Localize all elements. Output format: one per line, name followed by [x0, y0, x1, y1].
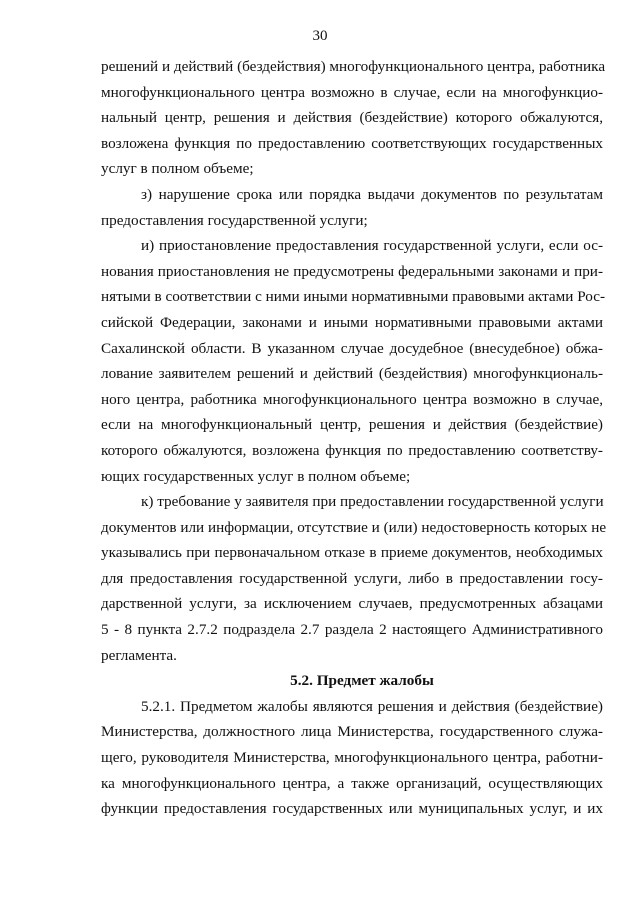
text-line: нования приостановления не предусмотрены федеральными законами и при- [101, 262, 603, 280]
text-line: дарственной услуги, за исключением случаев, предусмотренных абзацами [101, 595, 603, 613]
text-line: Сахалинской области. В указанном случае досудебное (внесудебное) обжа- [101, 339, 603, 357]
text-line: регламента. [101, 646, 177, 664]
text-line: 5 - 8 пункта 2.7.2 подраздела 2.7 раздела 2 настоящего Административного [101, 621, 603, 639]
text-line: предоставления государственной услуги; [101, 211, 368, 229]
text-line: многофункционального центра возможно в случае, если на многофункцио- [101, 83, 603, 101]
text-line: документов или информации, отсутствие и (или) недостоверность которых не [101, 518, 607, 536]
text-line: нятыми в соответствии с ними иными нормативными правовыми актами Рос- [101, 288, 606, 306]
text-line: услуг в полном объеме; [101, 160, 254, 178]
text-line: возложена функция по предоставлению соответствующих государственных [101, 134, 603, 152]
text-line: если на многофункциональный центр, решения и действия (бездействие) [101, 416, 603, 434]
text-line: щего, руководителя Министерства, многофункционального центра, работни- [101, 749, 603, 767]
text-line: ющих государственных услуг в полном объеме; [101, 467, 411, 485]
text-line: функции предоставления государственных или муниципальных услуг, и их [101, 800, 603, 818]
text-line: нальный центр, решения и действия (бездействие) которого обжалуются, [101, 109, 603, 127]
text-line: для предоставления государственной услуги, либо в предоставлении госу- [101, 569, 603, 587]
section-heading: 5.2. Предмет жалобы [290, 672, 434, 690]
page-number: 30 [312, 28, 328, 44]
text-line: ного центра, работника многофункционального центра возможно в случае, [101, 390, 603, 408]
body-text [101, 54, 607, 822]
text-line: ка многофункционального центра, а также организаций, осуществляющих [101, 774, 603, 792]
text-line: решений и действий (бездействия) многофункционального центра, работника [101, 58, 606, 75]
text-line: Министерства, должностного лица Министерства, государственного служа- [101, 723, 603, 741]
text-line: указывались при первоначальном отказе в приеме документов, необходимых [101, 544, 603, 562]
text-line: з) нарушение срока или порядка выдачи документов по результатам [141, 185, 603, 203]
text-line: сийской Федерации, законами и иными нормативными правовыми актами [101, 313, 603, 331]
text-line: которого обжалуются, возложена функция по предоставлению соответству- [101, 441, 603, 459]
text-line: 5.2.1. Предметом жалобы являются решения и действия (бездействие) [141, 697, 603, 715]
text-line: лование заявителем решений и действий (бездействия) многофункциональ- [101, 365, 603, 383]
text-line: и) приостановление предоставления государственной услуги, если ос- [141, 237, 603, 255]
text-line: к) требование у заявителя при предоставлении государственной услуги [141, 493, 604, 511]
